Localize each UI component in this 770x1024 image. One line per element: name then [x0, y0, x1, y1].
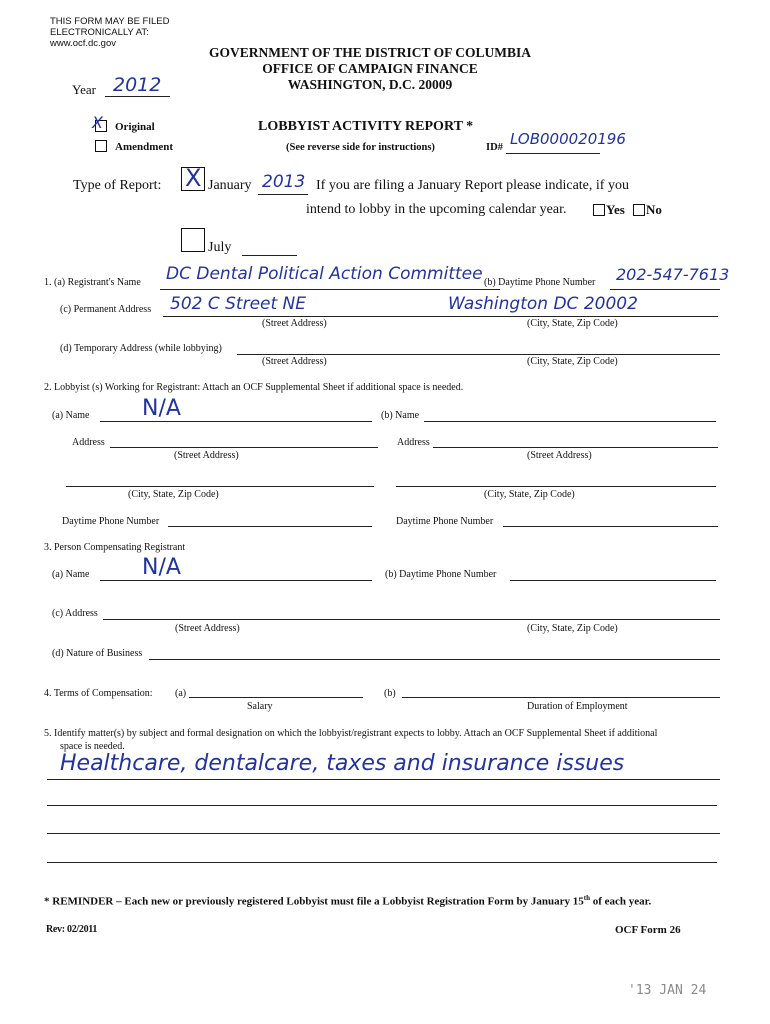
lobby-matters-text-line2: space is needed.: [60, 741, 125, 752]
header-office: OFFICE OF CAMPAIGN FINANCE: [262, 61, 478, 76]
compensation-a-label: (a): [175, 688, 187, 699]
july-line: [242, 255, 297, 256]
registrant-name-value[interactable]: DC Dental Political Action Committee: [166, 264, 483, 284]
lobbyist-a-address-line: [110, 447, 378, 448]
lobby-matters-text-line1: 5. Identify matter(s) by subject and formal designation on which the lobbyist/registrant expects to lobby. Attach an OCF Supplemental Sheet if additional: [44, 728, 658, 739]
original-label: Original: [115, 121, 155, 133]
compensating-address-line: [103, 619, 720, 620]
yes-label: Yes: [606, 202, 625, 217]
lobbyist-a-name-label: (a) Name: [52, 410, 90, 421]
registrant-phone-label: (b) Daytime Phone Number: [484, 277, 596, 288]
registrant-phone-line: [610, 289, 720, 290]
year-label: Year: [72, 82, 96, 97]
registrant-name-line: [160, 289, 500, 290]
lobbyist-a-street-caption: (Street Address): [174, 450, 239, 461]
permanent-city-value[interactable]: Washington DC 20002: [448, 294, 638, 314]
compensating-name-line: [100, 580, 372, 581]
lobbyist-a-city-line: [66, 486, 374, 487]
nature-of-business-label: (d) Nature of Business: [52, 648, 143, 659]
salary-line: [189, 697, 363, 698]
report-type-label: Type of Report:: [73, 178, 162, 193]
lobby-matters-line-2: [47, 805, 717, 806]
received-stamp: '13 JAN 24: [628, 983, 707, 998]
year-line: [105, 96, 170, 97]
lobbyist-a-city-caption: (City, State, Zip Code): [128, 489, 219, 500]
temporary-address-line: [237, 354, 720, 355]
lobbyist-b-city-caption: (City, State, Zip Code): [484, 489, 575, 500]
lobbyist-b-name-line: [424, 421, 716, 422]
form-header: [180, 45, 560, 93]
compensating-name-value[interactable]: N/A: [142, 555, 181, 580]
lobbyist-a-name-value[interactable]: N/A: [142, 396, 181, 421]
nature-of-business-line: [149, 659, 720, 660]
registrant-name-label: 1. (a) Registrant's Name: [44, 277, 141, 288]
no-checkbox[interactable]: [633, 204, 645, 216]
reminder-superscript: th: [583, 894, 590, 902]
report-title: LOBBYIST ACTIVITY REPORT *: [258, 119, 474, 134]
compensating-heading: 3. Person Compensating Registrant: [44, 542, 186, 553]
january-year-line: [258, 194, 308, 195]
duration-line: [402, 697, 720, 698]
lobby-matters-line-1: [47, 779, 720, 780]
compensating-phone-label: (b) Daytime Phone Number: [385, 569, 497, 580]
lobby-matters-answer[interactable]: Healthcare, dentalcare, taxes and insurance issues: [60, 751, 625, 776]
compensating-name-label: (a) Name: [52, 569, 90, 580]
january-check-mark: X: [185, 164, 202, 192]
lobbyist-b-address-line: [433, 447, 718, 448]
lobbyist-b-name-label: (b) Name: [381, 410, 420, 421]
id-label: ID#: [486, 142, 503, 153]
year-value[interactable]: 2012: [113, 74, 162, 96]
compensating-phone-line: [510, 580, 716, 581]
lobbyist-a-phone-label: Daytime Phone Number: [62, 516, 160, 527]
january-note-line1: If you are filing a January Report please indicate, if you: [316, 178, 629, 193]
permanent-street-caption: (Street Address): [262, 318, 327, 329]
compensating-street-caption: (Street Address): [175, 623, 240, 634]
efile-url[interactable]: www.ocf.dc.gov: [50, 38, 116, 49]
header-city: WASHINGTON, D.C. 20009: [287, 77, 453, 92]
july-label: July: [208, 240, 232, 255]
lobbyist-b-phone-line: [503, 526, 718, 527]
reminder-suffix: of each year.: [589, 895, 652, 908]
compensation-terms-label: 4. Terms of Compensation:: [44, 688, 153, 699]
id-value[interactable]: LOB000020196: [510, 130, 626, 148]
yes-checkbox[interactable]: [593, 204, 605, 216]
revision-label: Rev: 02/2011: [46, 924, 98, 935]
january-year-value[interactable]: 2013: [262, 172, 306, 192]
lobbyist-b-address-label: Address: [397, 437, 430, 448]
duration-caption: Duration of Employment: [527, 701, 628, 712]
lobbyist-b-phone-label: Daytime Phone Number: [396, 516, 494, 527]
lobby-matters-line-3: [47, 833, 720, 834]
permanent-street-value[interactable]: 502 C Street NE: [170, 294, 307, 314]
lobbyist-b-street-caption: (Street Address): [527, 450, 592, 461]
efile-line2: ELECTRONICALLY AT:: [50, 27, 149, 38]
compensating-address-label: (c) Address: [52, 608, 98, 619]
instructions-note: (See reverse side for instructions): [286, 142, 435, 153]
efile-line1: THIS FORM MAY BE FILED: [50, 16, 170, 27]
reminder-text: [44, 894, 651, 908]
temporary-city-caption: (City, State, Zip Code): [527, 356, 618, 367]
temporary-street-caption: (Street Address): [262, 356, 327, 367]
lobbyist-b-city-line: [396, 486, 716, 487]
amendment-label: Amendment: [115, 141, 174, 153]
id-line: [506, 153, 600, 154]
permanent-address-line: [163, 316, 718, 317]
permanent-city-caption: (City, State, Zip Code): [527, 318, 618, 329]
lobbyist-a-address-label: Address: [72, 437, 105, 448]
amendment-checkbox[interactable]: [95, 140, 107, 152]
header-gov: GOVERNMENT OF THE DISTRICT OF COLUMBIA: [209, 45, 531, 60]
reminder-prefix: * REMINDER – Each new or previously registered Lobbyist must file a Lobbyist Registration Form by January 15: [44, 895, 584, 908]
lobbyist-a-phone-line: [168, 526, 372, 527]
salary-caption: Salary: [247, 701, 273, 712]
original-check-mark: X: [92, 113, 103, 132]
form-number: OCF Form 26: [615, 924, 681, 936]
january-note-line2: intend to lobby in the upcoming calendar year.: [306, 202, 567, 217]
compensating-city-caption: (City, State, Zip Code): [527, 623, 618, 634]
permanent-address-label: (c) Permanent Address: [60, 304, 152, 315]
efile-notice: [50, 16, 169, 49]
lobby-matters-line-4: [47, 862, 717, 863]
lobbyist-a-name-line: [100, 421, 372, 422]
no-label: No: [646, 202, 662, 217]
july-checkbox[interactable]: [181, 228, 205, 252]
january-label: January: [208, 178, 252, 193]
compensation-b-label: (b): [384, 688, 396, 699]
lobbyist-heading: 2. Lobbyist (s) Working for Registrant: Attach an OCF Supplemental Sheet if additional space is needed.: [44, 382, 464, 393]
temporary-address-label: (d) Temporary Address (while lobbying): [60, 343, 222, 354]
registrant-phone-value[interactable]: 202-547-7613: [616, 265, 730, 284]
